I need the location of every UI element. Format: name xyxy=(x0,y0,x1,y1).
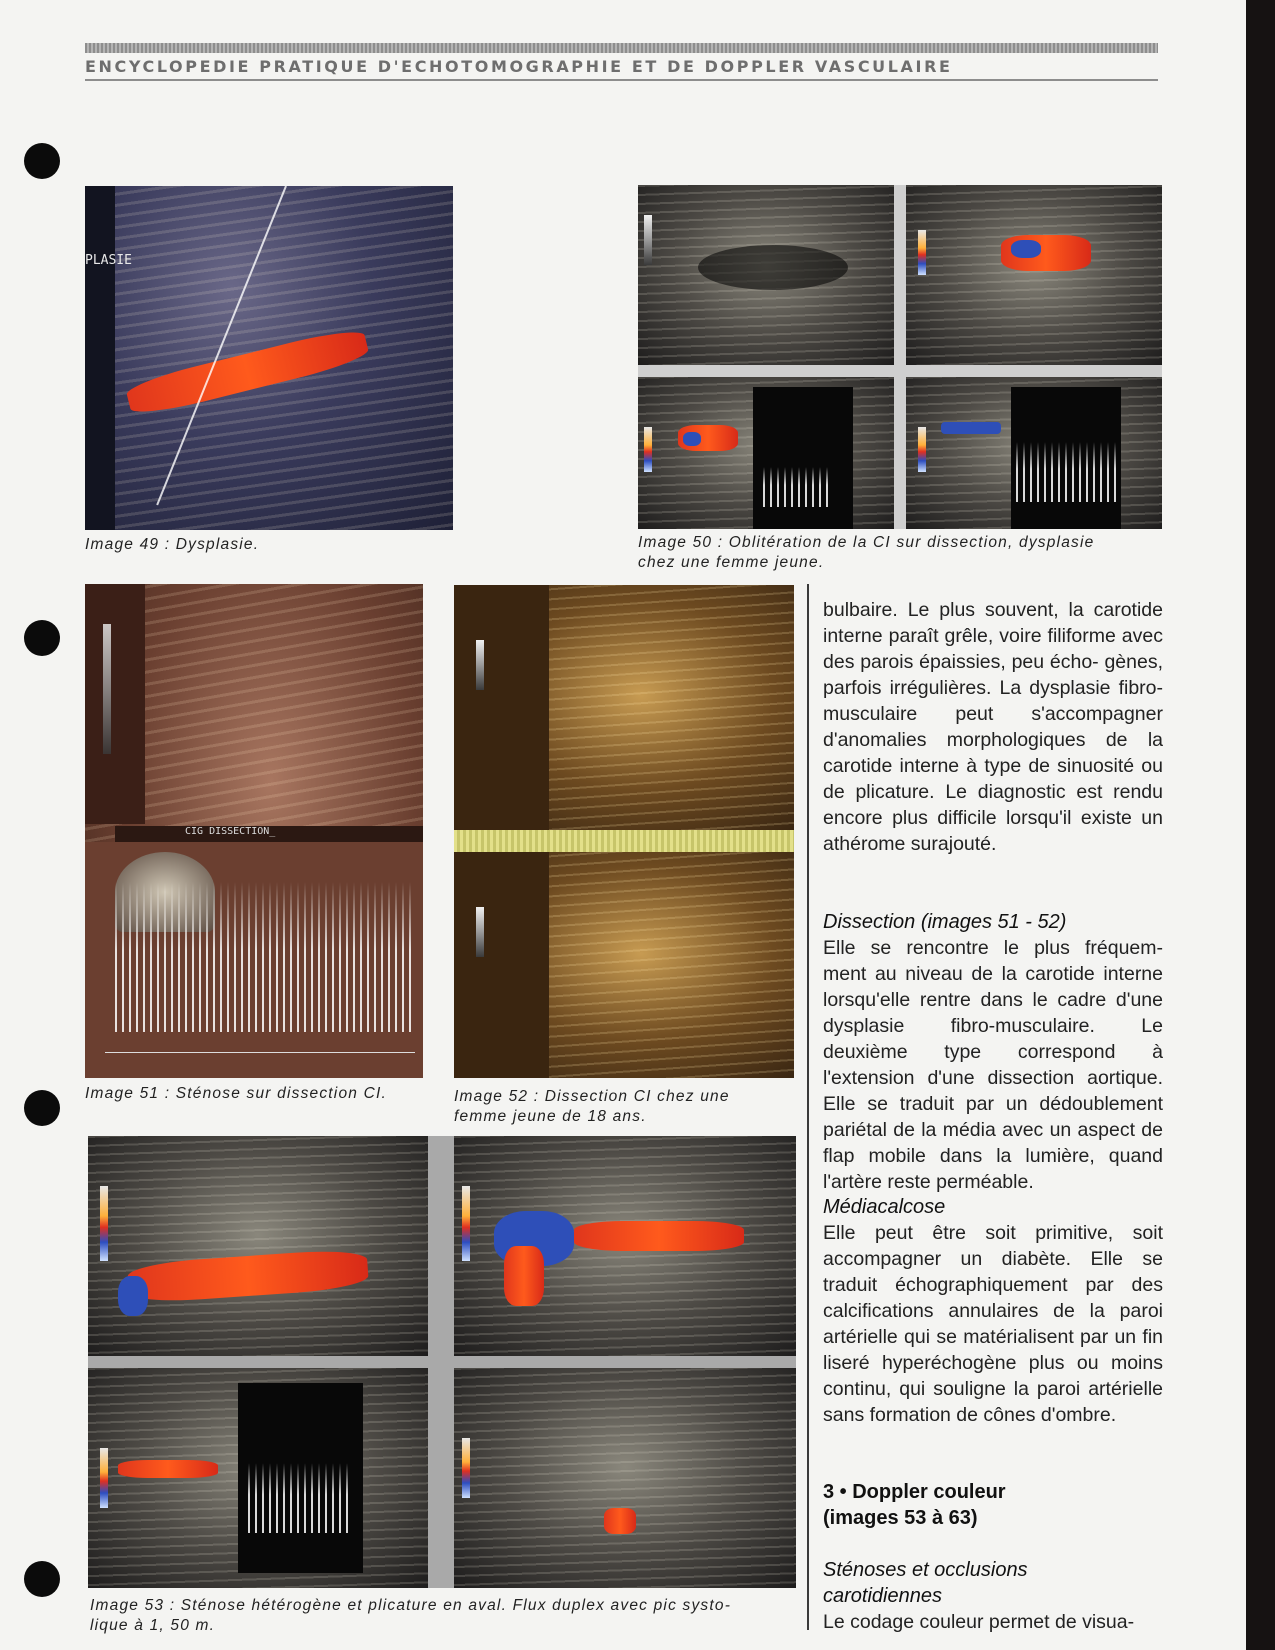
column-rule xyxy=(807,584,809,1630)
image-50-panel-4 xyxy=(906,377,1162,529)
heading-stenoses-occlusions: Sténoses et occlusions carotidiennes xyxy=(823,1559,1028,1607)
heading-dissection: Dissection (images 51 - 52) xyxy=(823,911,1067,933)
image-51-caption: Image 51 : Sténose sur dissection CI. xyxy=(85,1085,388,1102)
binder-hole xyxy=(24,620,60,656)
header-rule xyxy=(85,79,1158,81)
heading-doppler-couleur: 3 • Doppler couleur (images 53 à 63) xyxy=(823,1481,1006,1529)
paragraph-stenoses: Le codage couleur permet de visua- xyxy=(823,1611,1135,1633)
image-53-panel-1 xyxy=(88,1136,428,1356)
binder-hole xyxy=(24,1561,60,1597)
image-52-panel-top xyxy=(454,585,794,830)
image-50-caption: Image 50 : Oblitération de la CI sur dissection, dysplasie chez une femme jeune. xyxy=(638,534,1095,571)
image-51-overlay-label: CIG DISSECTION_ xyxy=(115,826,423,842)
image-50-panel-1 xyxy=(638,185,894,365)
image-49-caption: Image 49 : Dysplasie. xyxy=(85,536,260,553)
image-53-panel-3 xyxy=(88,1368,428,1588)
image-50-panel-3 xyxy=(638,377,894,529)
image-52-divider xyxy=(454,830,794,852)
image-50-ultrasound-grid xyxy=(638,185,1162,529)
paragraph-dissection: Elle se rencontre le plus fréquem- ment au niveau de la carotide interne lorsqu'elle rentre dans le cadre d'une dysplasie fibro-musculaire. Le deuxième type correspond à l'extension d'une dissection aortique. Elle se traduit par un dédoublement pariétal de la média avec un aspect de flap mobile dans la lumière, quand l'artère reste perméable. xyxy=(823,937,1163,1193)
paragraph-dysplasie-continued: bulbaire. Le plus souvent, la carotide interne paraît grêle, voire filiforme avec des parois épaissies, peu écho- gènes, parfois irrégulières. La dysplasie fibro-musculaire peut s'accompagner d'anomalies morphologiques de la carotide interne à type de sinuosité ou de plicature. Le diagnostic est rendu encore plus difficile lorsqu'il existe un athérome surajouté. xyxy=(823,599,1163,855)
color-flow-red xyxy=(124,325,370,419)
header-bar xyxy=(85,43,1158,53)
running-header: ENCYCLOPEDIE PRATIQUE D'ECHOTOMOGRAPHIE ET DE DOPPLER VASCULAIRE xyxy=(85,57,953,76)
image-52-ultrasound xyxy=(454,585,794,1078)
image-53-panel-2 xyxy=(454,1136,796,1356)
heading-mediacalcose: Médiacalcose xyxy=(823,1196,946,1218)
image-50-panel-2 xyxy=(906,185,1162,365)
binder-hole xyxy=(24,143,60,179)
image-52-panel-bottom xyxy=(454,852,794,1078)
page-edge-shadow xyxy=(1246,0,1275,1650)
image-53-ultrasound-grid xyxy=(88,1136,796,1588)
image-51-ultrasound xyxy=(85,584,423,1078)
doppler-cursor-line xyxy=(156,186,287,505)
image-49-ultrasound xyxy=(85,186,453,530)
binder-hole xyxy=(24,1090,60,1126)
image-49-overlay-label: PLASIE xyxy=(85,253,132,268)
paragraph-mediacalcose: Elle peut être soit primitive, soit accompagner un diabète. Elle se traduit échographiquement par des calcifications annulaires de la paroi artérielle qui se matérialisent par un fin liseré hyperéchogène plus ou moins continu, qui souligne la paroi artérielle sans formation de cônes d'ombre. xyxy=(823,1222,1163,1426)
image-51-spectral-doppler xyxy=(85,842,423,1078)
image-53-panel-4 xyxy=(454,1368,796,1588)
image-53-caption: Image 53 : Sténose hétérogène et plicature en aval. Flux duplex avec pic systo- lique à 1, 50 m. xyxy=(90,1597,732,1634)
image-52-caption: Image 52 : Dissection CI chez une femme jeune de 18 ans. xyxy=(454,1088,730,1125)
